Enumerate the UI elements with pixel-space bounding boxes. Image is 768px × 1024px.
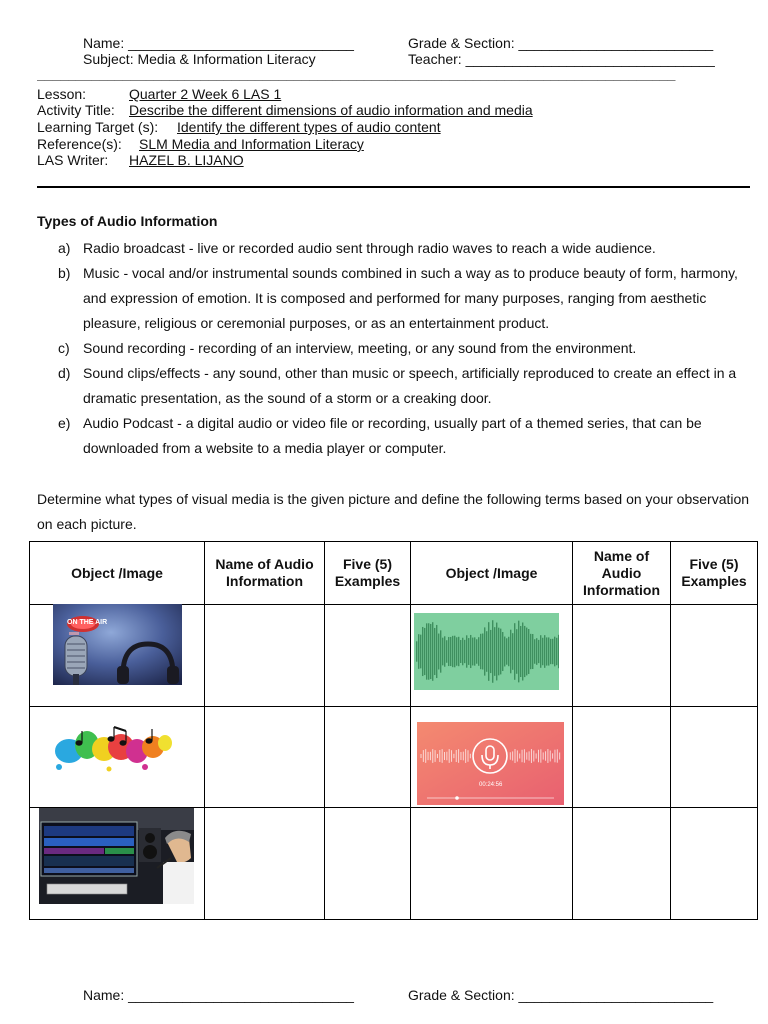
header-examples: Five (5) Examples bbox=[325, 542, 411, 605]
header-object-image: Object /Image bbox=[30, 542, 205, 605]
list-item bbox=[58, 361, 758, 411]
list-item bbox=[58, 336, 758, 361]
list-text: Radio broadcast - live or recorded audio sent through radio waves to reach a wide audience. bbox=[83, 240, 656, 256]
footer-grade-section-field[interactable]: Grade & Section: _________________________ bbox=[408, 987, 714, 1003]
activity-title-value: Describe the different dimensions of audio information and media bbox=[129, 102, 533, 118]
lesson-value: Quarter 2 Week 6 LAS 1 bbox=[129, 86, 282, 102]
reference-label: Reference(s): bbox=[37, 136, 122, 152]
learning-target-value: Identify the different types of audio content bbox=[177, 119, 441, 135]
header-examples: Five (5) Examples bbox=[671, 542, 758, 605]
reference-value: SLM Media and Information Literacy bbox=[139, 136, 364, 152]
header-audio-name: Name of Audio Information bbox=[573, 542, 671, 605]
horizontal-divider bbox=[37, 186, 750, 188]
list-text: Audio Podcast - a digital audio or video file or recording, usually part of a themed series, that can be downloaded from a website to a media player or computer. bbox=[83, 415, 702, 456]
las-writer-value: HAZEL B. LIJANO bbox=[129, 152, 244, 168]
list-text: Music - vocal and/or instrumental sounds combined in such a way as to produce beauty of form, harmony, and expression of emotion. It is composed and performed for many purposes, ranging from aesthetic pleasure, religious or ceremonial purposes, or as an entertainment product. bbox=[83, 265, 738, 331]
sound-waveform-image bbox=[414, 613, 559, 690]
answer-cell[interactable] bbox=[205, 605, 325, 707]
on-air-microphone-icon bbox=[53, 604, 182, 685]
teacher-field[interactable]: Teacher: ________________________________ bbox=[408, 51, 715, 67]
recording-time: 00:24:56 bbox=[479, 782, 503, 788]
section-title: Types of Audio Information bbox=[37, 213, 218, 229]
answer-cell[interactable] bbox=[205, 707, 325, 808]
list-marker: a) bbox=[58, 240, 71, 256]
list-marker: d) bbox=[58, 365, 71, 381]
audio-types-list bbox=[58, 236, 758, 461]
list-item bbox=[58, 236, 758, 261]
studio-computer-icon bbox=[39, 808, 194, 904]
image-cell bbox=[411, 808, 573, 920]
music-notes-splash-icon bbox=[49, 713, 176, 784]
instructions: Determine what types of visual media is the given picture and define the following terms based on your observation on each picture. bbox=[37, 491, 750, 532]
list-marker: e) bbox=[58, 415, 71, 431]
list-marker: c) bbox=[58, 340, 70, 356]
answer-cell[interactable] bbox=[671, 808, 758, 920]
list-item bbox=[58, 261, 758, 336]
header-audio-name: Name of Audio Information bbox=[205, 542, 325, 605]
subject-line: Subject: Media & Information Literacy bbox=[83, 51, 316, 67]
header-object-image: Object /Image bbox=[411, 542, 573, 605]
music-image bbox=[49, 713, 176, 784]
radio-broadcast-image bbox=[53, 604, 182, 685]
voice-recorder-image bbox=[417, 722, 564, 805]
answer-cell[interactable] bbox=[325, 605, 411, 707]
name-field[interactable]: Name: _____________________________ bbox=[83, 35, 354, 51]
microphone-recorder-icon bbox=[417, 722, 564, 805]
answer-cell[interactable] bbox=[205, 808, 325, 920]
list-item bbox=[58, 411, 758, 461]
answer-cell[interactable] bbox=[573, 707, 671, 808]
waveform-icon bbox=[414, 613, 559, 690]
footer-name-field[interactable]: Name: _____________________________ bbox=[83, 987, 354, 1003]
grade-section-field[interactable]: Grade & Section: _________________________ bbox=[408, 35, 714, 51]
on-air-text: ON THE AIR bbox=[67, 619, 108, 626]
learning-target-label: Learning Target (s): bbox=[37, 119, 159, 135]
list-text: Sound recording - recording of an interview, meeting, or any sound from the environment. bbox=[83, 340, 637, 356]
answer-cell[interactable] bbox=[671, 605, 758, 707]
activity-title-label: Activity Title: bbox=[37, 102, 115, 118]
answer-cell[interactable] bbox=[671, 707, 758, 808]
list-marker: b) bbox=[58, 265, 71, 281]
answer-cell[interactable] bbox=[325, 707, 411, 808]
answer-cell[interactable] bbox=[325, 808, 411, 920]
lesson-label: Lesson: bbox=[37, 86, 87, 102]
header-separator: __________________________________________________________________________________ bbox=[37, 66, 676, 82]
list-text: Sound clips/effects - any sound, other than music or speech, artificially reproduced to create an effect in a dramatic presentation, as the sound of a storm or a creaking door. bbox=[83, 365, 737, 406]
answer-cell[interactable] bbox=[573, 808, 671, 920]
answer-cell[interactable] bbox=[573, 605, 671, 707]
las-writer-label: LAS Writer: bbox=[37, 152, 109, 168]
sound-recording-studio-image bbox=[39, 808, 194, 904]
